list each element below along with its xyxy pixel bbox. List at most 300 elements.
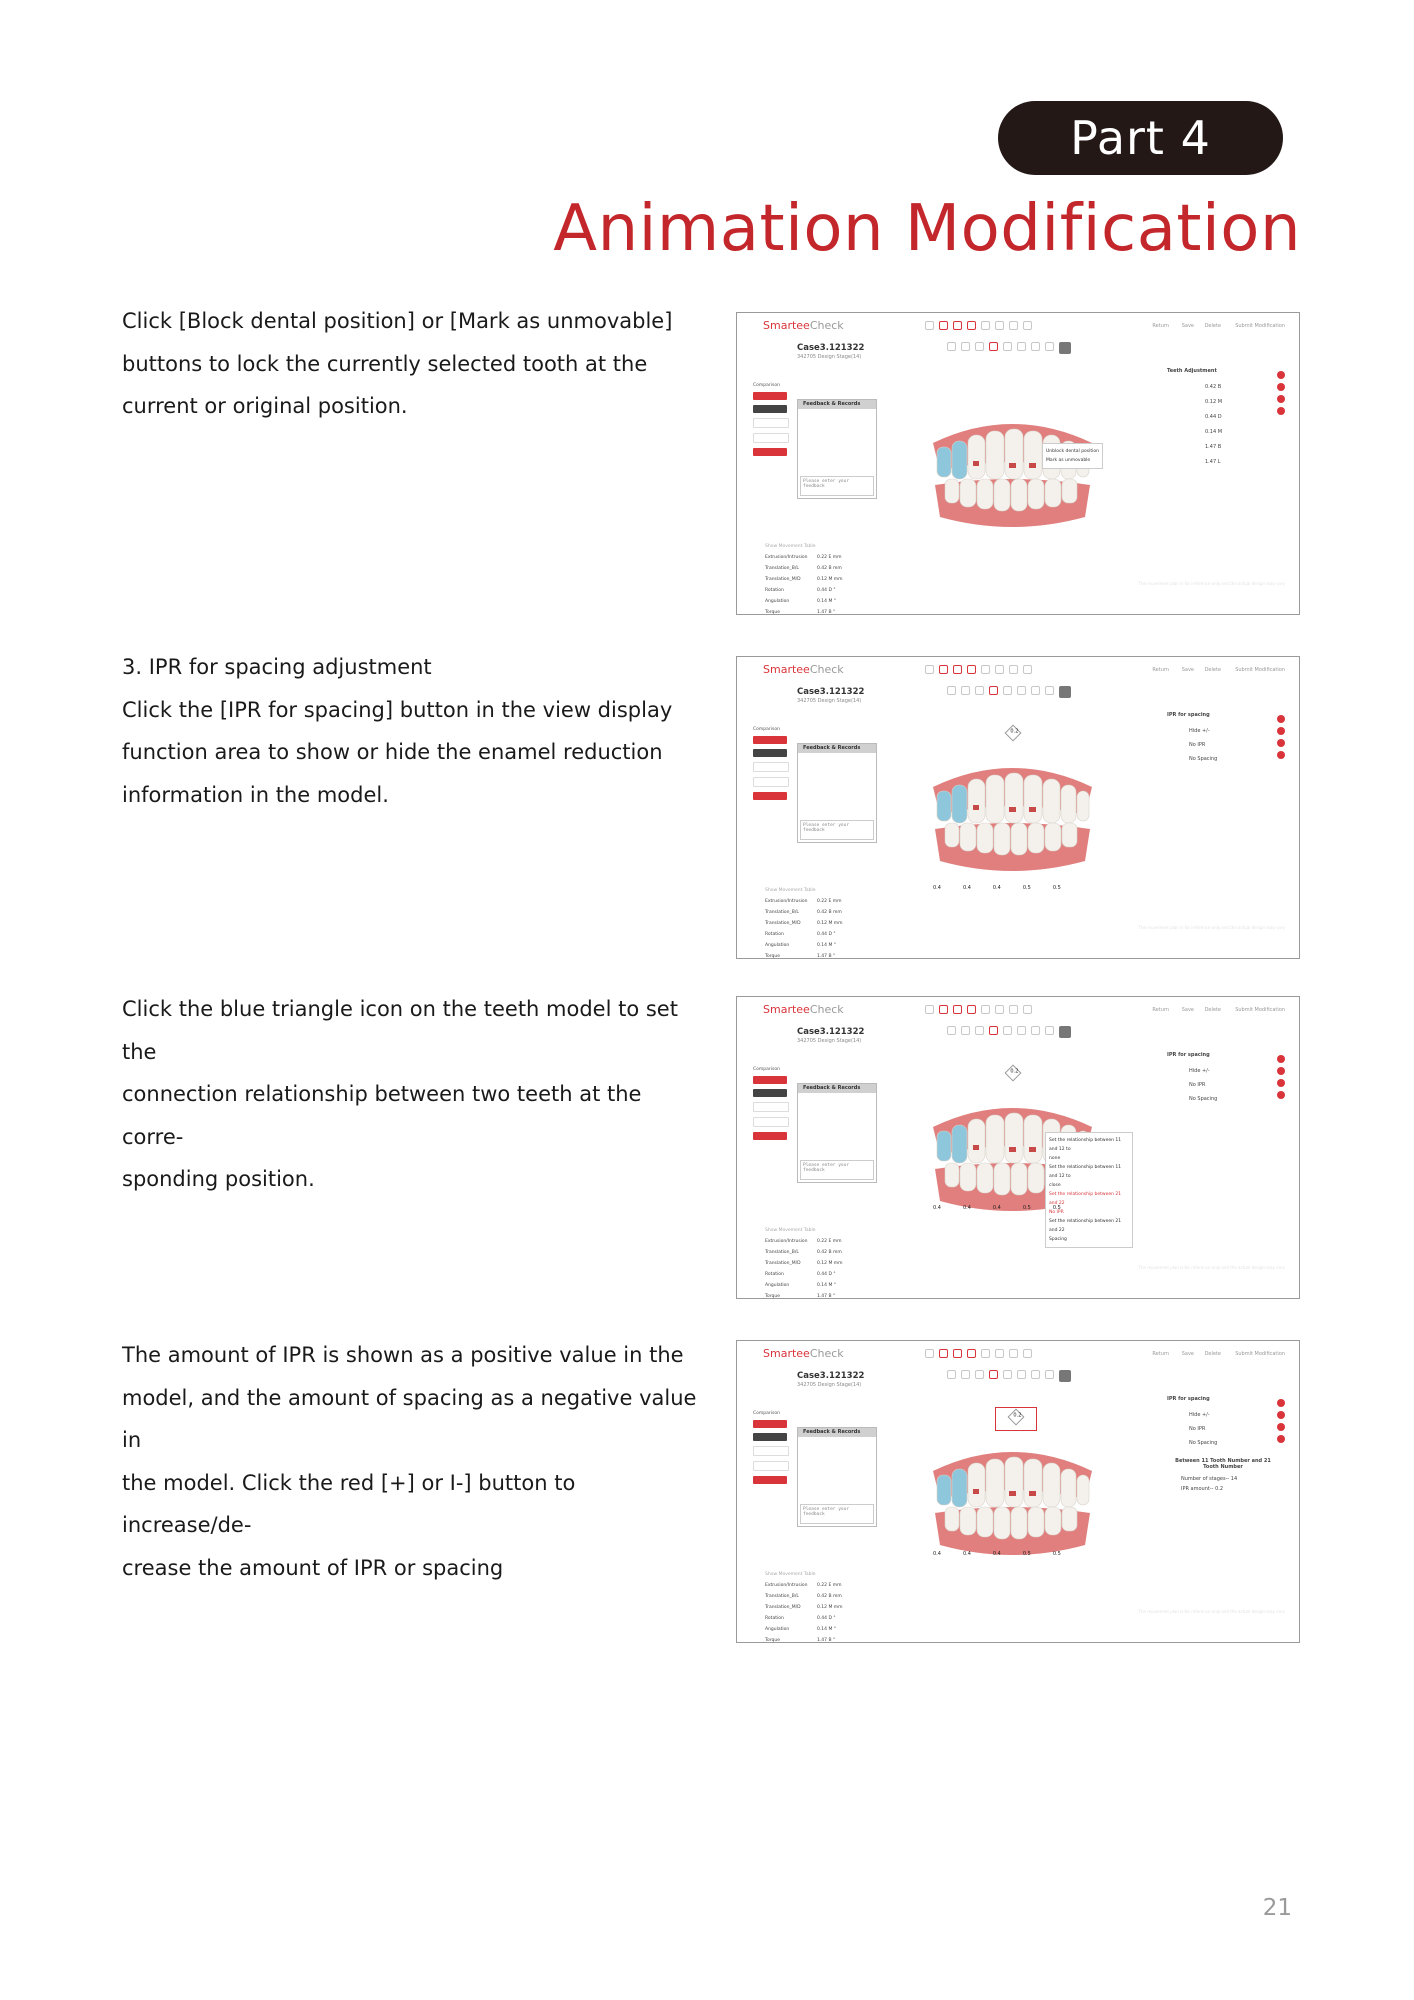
delete-button[interactable]: Delete (1204, 1007, 1221, 1013)
ipr-toggle-icon[interactable] (967, 665, 976, 674)
movement-row (765, 951, 843, 959)
left-panel (753, 1067, 799, 1145)
movement-row (765, 1236, 843, 1247)
movement-value: 0.14 M ° (817, 1627, 837, 1632)
movement-value: 0.12 M mm (817, 1261, 843, 1266)
screenshot-ipr-spacing (736, 656, 1300, 959)
movement-value: 0.42 B mm (817, 1250, 842, 1255)
ipr-toggle-icon[interactable] (967, 1349, 976, 1358)
ipr-panel (1167, 1396, 1279, 1494)
lower-view-icon[interactable] (1031, 686, 1040, 695)
front-view-icon[interactable] (989, 686, 998, 695)
return-button[interactable]: Return (1152, 323, 1169, 329)
save-button[interactable]: Save (1181, 1351, 1194, 1357)
feedback-input[interactable]: Please enter your feedback (800, 476, 874, 496)
brand-logo: SmarteeCheck (763, 663, 844, 676)
menu-item[interactable]: none (1049, 1156, 1061, 1161)
movement-label: Angulation (765, 1627, 790, 1632)
movement-heading[interactable]: Show Movement Table (765, 888, 816, 893)
page-title: Animation Modification (553, 192, 1301, 266)
attachment-icon[interactable] (953, 665, 962, 674)
teeth-adjustment-panel (1167, 368, 1279, 470)
movement-label: Angulation (765, 1283, 790, 1288)
right-view-icon[interactable] (1017, 342, 1026, 351)
attachment-icon[interactable] (953, 1005, 962, 1014)
movement-label: Torque (765, 1294, 780, 1299)
movement-value: 0.22 E mm (817, 899, 842, 904)
left-view-icon[interactable] (975, 686, 984, 695)
comment-icon[interactable] (1009, 1005, 1018, 1014)
ipr-icon[interactable] (939, 1349, 948, 1358)
save-button[interactable]: Save (1181, 667, 1194, 673)
ipr-value[interactable]: 0.4 (962, 885, 971, 891)
movement-value: 0.44 D ° (817, 932, 836, 937)
movement-row (765, 1580, 843, 1591)
movement-value: 0.42 B mm (817, 566, 842, 571)
back-view-icon[interactable] (1003, 342, 1012, 351)
no-spacing-option[interactable]: No Spacing (1189, 756, 1218, 762)
hide-option[interactable]: Hide +/- (1189, 1412, 1210, 1418)
movement-row (765, 563, 843, 574)
case-title: Case3.121322 (797, 343, 865, 353)
lower-view-icon[interactable] (1031, 342, 1040, 351)
page-number: 21 (1262, 1895, 1292, 1921)
adjust-value: 1.47 B (1205, 444, 1222, 450)
watermark: The movement plan is for reference only and the actual design may vary (1138, 925, 1285, 930)
brand-logo: SmarteeCheck (763, 1003, 844, 1016)
ipr-toggle-icon[interactable] (967, 321, 976, 330)
overlay-icon[interactable] (995, 1005, 1004, 1014)
ipr-value[interactable]: 0.4 (962, 1551, 971, 1557)
ipr-amount-row: IPR amount-- 0.2 (1181, 1486, 1224, 1492)
movement-row (765, 1635, 843, 1643)
movement-label: Translation_M/D (765, 1261, 801, 1266)
feedback-panel (797, 399, 877, 499)
comparison-heading: Comparison (753, 383, 780, 388)
movement-value: 0.22 E mm (817, 1583, 842, 1588)
active-view-icon[interactable] (1059, 1026, 1071, 1038)
fdi-icon[interactable] (925, 321, 934, 330)
movement-row (765, 1291, 843, 1299)
movement-row (765, 1280, 843, 1291)
movement-value: 1.47 B ° (817, 954, 836, 959)
movement-label: Extrusion/Intrusion (765, 899, 808, 904)
mouth-view-icon[interactable] (961, 342, 970, 351)
teeth-model[interactable] (925, 757, 1100, 872)
back-view-icon[interactable] (1003, 1026, 1012, 1035)
movement-label: Angulation (765, 599, 790, 604)
movement-label: Torque (765, 1638, 780, 1643)
no-ipr-option[interactable]: No IPR (1189, 1082, 1206, 1088)
movement-label: Translation_M/D (765, 577, 801, 582)
ipr-value[interactable]: 0.4 (992, 885, 1001, 891)
movement-label: Translation_B/L (765, 1250, 799, 1255)
movement-row (765, 574, 843, 585)
movement-value: 0.14 M ° (817, 599, 837, 604)
feedback-panel (797, 743, 877, 843)
hide-button[interactable] (753, 792, 787, 800)
ipr-value[interactable]: 0.5 (1022, 885, 1031, 891)
menu-item[interactable]: Set the relationship between 21 and 22 (1049, 1219, 1122, 1233)
movement-label: Torque (765, 954, 780, 959)
return-button[interactable]: Return (1152, 1007, 1169, 1013)
undo-button[interactable] (753, 392, 787, 400)
menu-item[interactable]: Set the relationship between 11 and 12 to (1049, 1165, 1122, 1179)
movement-row (765, 907, 843, 918)
brand-logo: SmarteeCheck (763, 1347, 844, 1360)
feedback-input[interactable]: Please enter your feedback (800, 1504, 874, 1524)
movement-row (765, 896, 843, 907)
ipr-value[interactable]: 0.5 (1052, 1551, 1061, 1557)
case-subtitle: 342705 Design Stage(14) (797, 354, 862, 360)
save-button[interactable]: Save (1181, 1007, 1194, 1013)
movement-heading[interactable]: Show Movement Table (765, 544, 816, 549)
view-toolbar (925, 321, 1032, 330)
left-view-icon[interactable] (975, 1370, 984, 1379)
left-panel (753, 1411, 799, 1489)
context-menu (1042, 443, 1103, 469)
lower-view-icon[interactable] (1031, 1026, 1040, 1035)
more-icon[interactable] (1023, 321, 1032, 330)
movement-label: Extrusion/Intrusion (765, 555, 808, 560)
comparison-heading: Comparison (753, 1067, 780, 1072)
screenshot-ipr-amount (736, 1340, 1300, 1643)
case-title: Case3.121322 (797, 687, 865, 697)
movement-label: Translation_B/L (765, 566, 799, 571)
movement-table (765, 1569, 843, 1643)
adjust-value: 0.44 D (1205, 414, 1222, 420)
left-panel (753, 383, 799, 461)
ipr-value[interactable]: 0.5 (1052, 885, 1061, 891)
ipr-amount-value: 0.2 (1215, 1486, 1224, 1492)
ipr-top-value[interactable]: 0.2 (1008, 1409, 1025, 1426)
no-ipr-option[interactable]: No IPR (1189, 742, 1206, 748)
adjust-value: 0.42 B (1205, 384, 1222, 390)
movement-value: 0.44 D ° (817, 588, 836, 593)
comment-icon[interactable] (1009, 1349, 1018, 1358)
mesh-view-icon[interactable] (1045, 1370, 1054, 1379)
movement-row (765, 1613, 843, 1624)
screenshot-block-position (736, 312, 1300, 615)
movement-row (765, 1258, 843, 1269)
view-toolbar (925, 1005, 1032, 1014)
fdi-icon[interactable] (925, 1005, 934, 1014)
ipr-panel (1167, 1052, 1279, 1106)
movement-row (765, 918, 843, 929)
section-2-text: 3. IPR for spacing adjustment Click the [IPR for spacing] button in the view display function area to show or hide the enamel reduction information in the model. (122, 655, 673, 807)
menu-item[interactable]: close (1049, 1183, 1061, 1188)
overlay-icon[interactable] (995, 665, 1004, 674)
delete-button[interactable]: Delete (1204, 667, 1221, 673)
movement-label: Translation_M/D (765, 921, 801, 926)
menu-item[interactable]: No IPR (1049, 1210, 1064, 1215)
ipr-toggle-icon[interactable] (967, 1005, 976, 1014)
movement-value: 1.47 B ° (817, 1294, 836, 1299)
movement-value: 0.12 M mm (817, 577, 843, 582)
undo-button[interactable] (753, 736, 787, 744)
back-view-icon[interactable] (1003, 686, 1012, 695)
teeth-model[interactable] (925, 413, 1100, 528)
ipr-bottom-values (933, 885, 1061, 891)
movement-value: 0.22 E mm (817, 1239, 842, 1244)
front-view-icon[interactable] (989, 1026, 998, 1035)
ipr-panel (1167, 712, 1279, 766)
more-icon[interactable] (1023, 1349, 1032, 1358)
menu-item[interactable]: Set the relationship between 11 and 12 to (1049, 1138, 1122, 1152)
undo-button[interactable] (753, 1076, 787, 1084)
stages-row: Number of stages-- 14 (1181, 1476, 1238, 1482)
grid-icon[interactable] (981, 321, 990, 330)
initial-position-button[interactable] (753, 433, 789, 443)
upper-view-icon[interactable] (947, 1370, 956, 1379)
reset-button[interactable] (753, 1446, 789, 1456)
fdi-icon[interactable] (925, 665, 934, 674)
more-icon[interactable] (1023, 1005, 1032, 1014)
more-icon[interactable] (1023, 665, 1032, 674)
redo-button[interactable] (753, 749, 787, 757)
mouth-view-icon[interactable] (961, 1026, 970, 1035)
no-spacing-option[interactable]: No Spacing (1189, 1096, 1218, 1102)
ipr-bottom-values (933, 1551, 1061, 1557)
movement-label: Translation_B/L (765, 910, 799, 915)
redo-button[interactable] (753, 1433, 787, 1441)
redo-button[interactable] (753, 405, 787, 413)
mouth-view-icon[interactable] (961, 1370, 970, 1379)
movement-value: 0.42 B mm (817, 910, 842, 915)
comment-icon[interactable] (1009, 321, 1018, 330)
grid-icon[interactable] (981, 665, 990, 674)
case-title: Case3.121322 (797, 1371, 865, 1381)
view-angle-toolbar (947, 686, 1071, 698)
hide-button[interactable] (753, 448, 787, 456)
case-subtitle: 342705 Design Stage(14) (797, 1382, 862, 1388)
back-view-icon[interactable] (1003, 1370, 1012, 1379)
ipr-icon[interactable] (939, 1005, 948, 1014)
fdi-icon[interactable] (925, 1349, 934, 1358)
movement-row (765, 1591, 843, 1602)
redo-button[interactable] (753, 1089, 787, 1097)
watermark: The movement plan is for reference only and the actual design may vary (1138, 1265, 1285, 1270)
movement-value: 0.14 M ° (817, 1283, 837, 1288)
movement-label: Torque (765, 610, 780, 615)
active-view-icon[interactable] (1059, 1370, 1071, 1382)
ipr-value[interactable]: 0.4 (962, 1205, 971, 1211)
submit-button[interactable]: Submit Modification (1235, 1007, 1285, 1013)
movement-label: Rotation (765, 1272, 784, 1277)
section-4-text: The amount of IPR is shown as a positive value in the model, and the amount of spacing as a negative value in the model. Click the red [+] or I-] button to increase/de- crease the amount of IPR or spacing (122, 1343, 697, 1580)
submit-button[interactable]: Submit Modification (1235, 1351, 1285, 1357)
return-button[interactable]: Return (1152, 1351, 1169, 1357)
movement-value: 0.12 M mm (817, 921, 843, 926)
ipr-value[interactable]: 0.4 (933, 1551, 941, 1557)
comment-icon[interactable] (1009, 665, 1018, 674)
movement-table (765, 1225, 843, 1299)
hide-button[interactable] (753, 1132, 787, 1140)
no-ipr-option[interactable]: No IPR (1189, 1426, 1206, 1432)
movement-value: 1.47 B ° (817, 610, 836, 615)
left-view-icon[interactable] (975, 1026, 984, 1035)
movement-label: Rotation (765, 588, 784, 593)
ipr-bottom-values (933, 1205, 1061, 1211)
delete-button[interactable]: Delete (1204, 323, 1221, 329)
left-view-icon[interactable] (975, 342, 984, 351)
active-view-icon[interactable] (1059, 686, 1071, 698)
ipr-value[interactable]: 0.5 (1022, 1551, 1031, 1557)
undo-button[interactable] (753, 1420, 787, 1428)
adjust-value: 0.14 M (1205, 429, 1223, 435)
movement-label: Rotation (765, 1616, 784, 1621)
initial-position-button[interactable] (753, 777, 789, 787)
watermark: The movement plan is for reference only and the actual design may vary (1138, 581, 1285, 586)
return-button[interactable]: Return (1152, 667, 1169, 673)
movement-label: Extrusion/Intrusion (765, 1583, 808, 1588)
ipr-value[interactable]: 0.4 (992, 1551, 1001, 1557)
movement-table (765, 885, 843, 959)
movement-row (765, 607, 843, 615)
delete-button[interactable]: Delete (1204, 1351, 1221, 1357)
upper-view-icon[interactable] (947, 1026, 956, 1035)
panel-title: IPR for spacing (1167, 1396, 1210, 1402)
mesh-view-icon[interactable] (1045, 342, 1054, 351)
movement-label: Translation_B/L (765, 1594, 799, 1599)
case-subtitle: 342705 Design Stage(14) (797, 698, 862, 704)
right-view-icon[interactable] (1017, 1026, 1026, 1035)
overlay-icon[interactable] (995, 1349, 1004, 1358)
movement-label: Extrusion/Intrusion (765, 1239, 808, 1244)
movement-heading[interactable]: Show Movement Table (765, 1572, 816, 1577)
attachment-icon[interactable] (953, 321, 962, 330)
reset-button[interactable] (753, 1102, 789, 1112)
ipr-value[interactable]: 0.5 (1022, 1205, 1031, 1211)
section-3-text: Click the blue triangle icon on the teeth model to set the connection relationship between two teeth at the corre- sponding position. (122, 997, 678, 1191)
feedback-input[interactable]: Please enter your feedback (800, 1160, 874, 1180)
view-toolbar (925, 1349, 1032, 1358)
submit-button[interactable]: Submit Modification (1235, 667, 1285, 673)
panel-title: IPR for spacing (1167, 712, 1210, 718)
ipr-value[interactable]: 0.5 (1052, 1205, 1061, 1211)
teeth-model[interactable] (925, 1441, 1100, 1556)
movement-value: 0.14 M ° (817, 943, 837, 948)
view-toolbar (925, 665, 1032, 674)
movement-value: 0.22 E mm (817, 555, 842, 560)
adjust-value: 1.47 L (1205, 459, 1221, 465)
relationship-menu (1045, 1132, 1133, 1248)
unblock-position-item[interactable]: Unblock dental position (1046, 449, 1100, 454)
movement-row (765, 1247, 843, 1258)
reset-button[interactable] (753, 762, 789, 772)
movement-row (765, 1602, 843, 1613)
movement-value: 0.44 D ° (817, 1272, 836, 1277)
ipr-value[interactable]: 0.4 (933, 885, 941, 891)
upper-view-icon[interactable] (947, 342, 956, 351)
mark-unmovable-item[interactable]: Mark as unmovable (1046, 458, 1091, 463)
panel-title: Teeth Adjustment (1167, 368, 1217, 374)
feedback-panel (797, 1427, 877, 1527)
feedback-title: Feedback & Records (798, 1428, 876, 1437)
part-label: Part 4 (998, 101, 1283, 175)
save-button[interactable]: Save (1181, 323, 1194, 329)
comparison-heading: Comparison (753, 727, 780, 732)
movement-row (765, 1269, 843, 1280)
ipr-icon[interactable] (939, 665, 948, 674)
movement-row (765, 940, 843, 951)
reset-button[interactable] (753, 418, 789, 428)
movement-row (765, 552, 843, 563)
menu-item[interactable]: Spacing (1049, 1237, 1067, 1242)
ipr-top-value[interactable]: 0.2 (1005, 1065, 1022, 1082)
movement-row (765, 596, 843, 607)
panel-title: IPR for spacing (1167, 1052, 1210, 1058)
feedback-title: Feedback & Records (798, 400, 876, 409)
watermark: The movement plan is for reference only and the actual design may vary (1138, 1609, 1285, 1614)
movement-row (765, 585, 843, 596)
grid-icon[interactable] (981, 1005, 990, 1014)
movement-label: Rotation (765, 932, 784, 937)
case-title: Case3.121322 (797, 1027, 865, 1037)
overlay-icon[interactable] (995, 321, 1004, 330)
hide-option[interactable]: Hide +/- (1189, 1068, 1210, 1074)
ipr-value[interactable]: 0.4 (992, 1205, 1001, 1211)
view-angle-toolbar (947, 1370, 1071, 1382)
submit-button[interactable]: Submit Modification (1235, 323, 1285, 329)
left-panel (753, 727, 799, 805)
adjust-value: 0.12 M (1205, 399, 1223, 405)
initial-position-button[interactable] (753, 1117, 789, 1127)
movement-table (765, 541, 843, 615)
initial-position-button[interactable] (753, 1461, 789, 1471)
mesh-view-icon[interactable] (1045, 686, 1054, 695)
movement-row (765, 1624, 843, 1635)
ipr-icon[interactable] (939, 321, 948, 330)
comparison-heading: Comparison (753, 1411, 780, 1416)
menu-item[interactable]: Set the relationship between 21 and 22 (1049, 1192, 1122, 1206)
attachment-icon[interactable] (953, 1349, 962, 1358)
lower-view-icon[interactable] (1031, 1370, 1040, 1379)
movement-value: 1.47 B ° (817, 1638, 836, 1643)
feedback-input[interactable]: Please enter your feedback (800, 820, 874, 840)
movement-value: 0.12 M mm (817, 1605, 843, 1610)
ipr-value[interactable]: 0.4 (933, 1205, 941, 1211)
right-view-icon[interactable] (1017, 686, 1026, 695)
upper-view-icon[interactable] (947, 686, 956, 695)
movement-value: 0.44 D ° (817, 1616, 836, 1621)
right-view-icon[interactable] (1017, 1370, 1026, 1379)
ipr-detail-title: Between 11 Tooth Number and 21 Tooth Number (1175, 1458, 1271, 1470)
view-angle-toolbar (947, 342, 1071, 354)
view-angle-toolbar (947, 1026, 1071, 1038)
front-view-icon[interactable] (989, 1370, 998, 1379)
movement-label: Angulation (765, 943, 790, 948)
grid-icon[interactable] (981, 1349, 990, 1358)
section-1-text: Click [Block dental position] or [Mark as unmovable] buttons to lock the currently selected tooth at the current or original position. (122, 309, 673, 418)
active-view-icon[interactable] (1059, 342, 1071, 354)
hide-option[interactable]: Hide +/- (1189, 728, 1210, 734)
movement-row (765, 929, 843, 940)
front-view-icon[interactable] (989, 342, 998, 351)
ipr-top-value[interactable]: 0.2 (1005, 725, 1022, 742)
brand-logo: SmarteeCheck (763, 319, 844, 332)
feedback-title: Feedback & Records (798, 1084, 876, 1093)
screenshot-connection (736, 996, 1300, 1299)
mesh-view-icon[interactable] (1045, 1026, 1054, 1035)
hide-button[interactable] (753, 1476, 787, 1484)
feedback-title: Feedback & Records (798, 744, 876, 753)
mouth-view-icon[interactable] (961, 686, 970, 695)
feedback-panel (797, 1083, 877, 1183)
stages-value: 14 (1230, 1476, 1238, 1482)
movement-heading[interactable]: Show Movement Table (765, 1228, 816, 1233)
no-spacing-option[interactable]: No Spacing (1189, 1440, 1218, 1446)
